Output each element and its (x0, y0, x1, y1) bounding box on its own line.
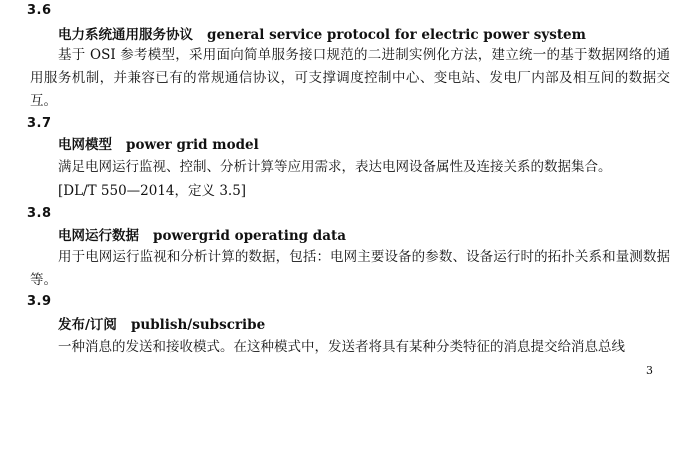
term-chinese: 电网模型 (58, 137, 112, 153)
term-heading-3-7 (58, 136, 259, 154)
term-english: publish/subscribe (130, 317, 266, 333)
term-english: powergrid operating data (153, 228, 346, 244)
term-english: general service protocol for electric power system (207, 27, 586, 43)
clause-number-3-7: 3.7 (27, 116, 52, 131)
definition-3-9: 一种消息的发送和接收模式。在这种模式中，发送者将具有某种分类特征的消息提交给消息总线 (58, 339, 625, 355)
term-heading-3-6 (58, 26, 586, 44)
clause-number-3-6: 3.6 (27, 3, 52, 18)
term-heading-3-9 (58, 316, 265, 334)
term-chinese: 发布/订阅 (58, 317, 117, 333)
definition-3-7: 满足电网运行监视、控制、分析计算等应用需求，表达电网设备属性及连接关系的数据集合。 (58, 159, 612, 175)
clause-number-3-8: 3.8 (27, 206, 52, 221)
page-number: 3 (646, 364, 653, 377)
clause-number-3-9: 3.9 (27, 294, 52, 309)
definition-3-6: 基于 OSI 参考模型，采用面向简单服务接口规范的二进制实例化方法，建立统一的基于数据网络的通用服务机制，并兼容已有的常规通信协议，可支撑调度控制中心、变电站、发电厂内部及相互间的数据交互。 (30, 47, 670, 109)
term-heading-3-8 (58, 227, 346, 245)
term-english: power grid model (126, 137, 259, 153)
term-chinese: 电网运行数据 (58, 228, 139, 244)
definition-3-8: 用于电网运行监视和分析计算的数据，包括：电网主要设备的参数、设备运行时的拓扑关系和量测数据等。 (30, 249, 670, 288)
term-chinese: 电力系统通用服务协议 (58, 27, 193, 43)
reference-citation: [DL/T 550—2014，定义 3.5] (58, 183, 247, 199)
